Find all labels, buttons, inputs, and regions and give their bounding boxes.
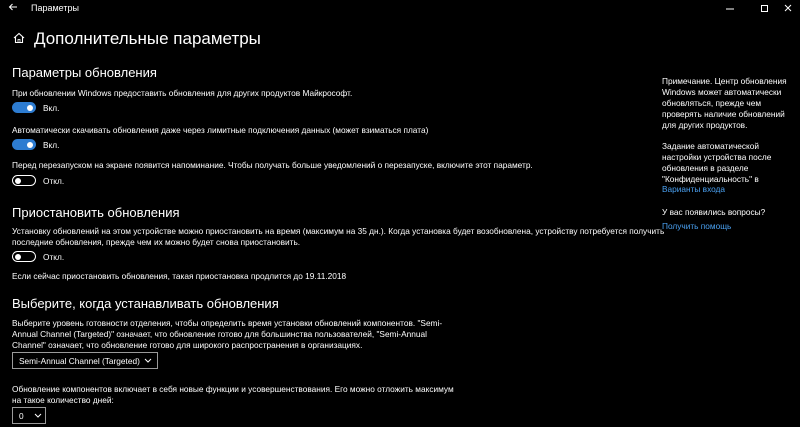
- sidebar-note-line4: проверять наличие обновлений: [662, 109, 785, 119]
- toggle-knob: [15, 254, 21, 260]
- title-bar: [0, 0, 800, 18]
- choose-description-line1: Выберите уровень готовности отделения, чтобы определить время установки обновлений компонентов. "Semi-: [12, 318, 443, 328]
- feature-defer-text-line1: Обновление компонентов включает в себя новые функции и усовершенствования. Его можно отложить максимум: [12, 384, 454, 394]
- choose-description-line3: Channel" означает, что обновление готово для широкого распространения в организациях.: [12, 340, 363, 350]
- choose-description-line2: Annual Channel (Targeted)" означает, что обновление готово для большинства пользователей, "Semi-Annual: [12, 329, 427, 339]
- sign-in-options-link[interactable]: Варианты входа: [662, 184, 726, 194]
- sidebar-note-line1: Примечание. Центр обновления: [662, 76, 787, 86]
- chevron-down-icon: [33, 410, 43, 420]
- chevron-down-icon: [143, 355, 153, 365]
- feature-days-value: 0: [19, 411, 24, 421]
- metered-text: Автоматически скачивать обновления даже через лимитные подключения данных (может взиматься плата): [12, 125, 429, 135]
- restart-reminder-state: Откл.: [43, 176, 65, 186]
- metered-state: Вкл.: [43, 140, 60, 150]
- pause-heading: Приостановить обновления: [12, 205, 180, 220]
- other-products-toggle[interactable]: [12, 102, 36, 113]
- sidebar-questions: У вас появились вопросы?: [662, 207, 766, 217]
- channel-select-value: Semi-Annual Channel (Targeted): [19, 356, 140, 366]
- sidebar-privacy-line2: настройки устройства после: [662, 152, 772, 162]
- pause-state: Откл.: [43, 252, 65, 262]
- get-help-link[interactable]: Получить помощь: [662, 221, 732, 231]
- back-arrow-icon[interactable]: [6, 2, 20, 16]
- pause-description-line1: Установку обновлений на этом устройстве можно приостановить на время (максимум на 35 дн.). Когда установка будет возобновлена, устройству потребуется получить: [12, 226, 665, 236]
- sidebar-privacy-line4: "Конфиденциальность" в: [662, 174, 759, 184]
- update-options-heading: Параметры обновления: [12, 65, 157, 80]
- close-icon[interactable]: [780, 1, 796, 16]
- toggle-knob: [27, 105, 33, 111]
- toggle-knob: [27, 142, 33, 148]
- pause-description-line2: последние обновления, прежде чем их можно будет снова приостановить.: [12, 237, 301, 247]
- pause-toggle[interactable]: [12, 251, 36, 262]
- sidebar-note-line3: обновляться, прежде чем: [662, 98, 762, 108]
- toggle-knob: [15, 178, 21, 184]
- restart-reminder-toggle[interactable]: [12, 175, 36, 186]
- minimize-icon[interactable]: [722, 1, 738, 16]
- window-title: Параметры: [31, 3, 79, 13]
- sidebar-privacy-line1: Задание автоматической: [662, 141, 760, 151]
- home-icon[interactable]: [12, 31, 26, 45]
- pause-note: Если сейчас приостановить обновления, такая приостановка продлится до 19.11.2018: [12, 271, 347, 281]
- channel-select[interactable]: [12, 352, 158, 369]
- sidebar-privacy-line3: обновления в разделе: [662, 163, 749, 173]
- sidebar-note-line2: Windows может автоматически: [662, 87, 782, 97]
- restart-reminder-text: Перед перезапуском на экране появится напоминание. Чтобы получать больше уведомлений о перезапуске, включите этот параметр.: [12, 160, 533, 170]
- feature-days-select[interactable]: [12, 407, 46, 424]
- choose-heading: Выберите, когда устанавливать обновления: [12, 296, 279, 311]
- maximize-icon[interactable]: [756, 1, 772, 16]
- metered-toggle[interactable]: [12, 139, 36, 150]
- sidebar-note-line5: для других продуктов.: [662, 120, 748, 130]
- feature-defer-text-line2: на такое количество дней:: [12, 395, 114, 405]
- other-products-text: При обновлении Windows предоставить обновления для других продуктов Майкрософт.: [12, 88, 353, 98]
- other-products-state: Вкл.: [43, 103, 60, 113]
- page-title: Дополнительные параметры: [34, 29, 261, 48]
